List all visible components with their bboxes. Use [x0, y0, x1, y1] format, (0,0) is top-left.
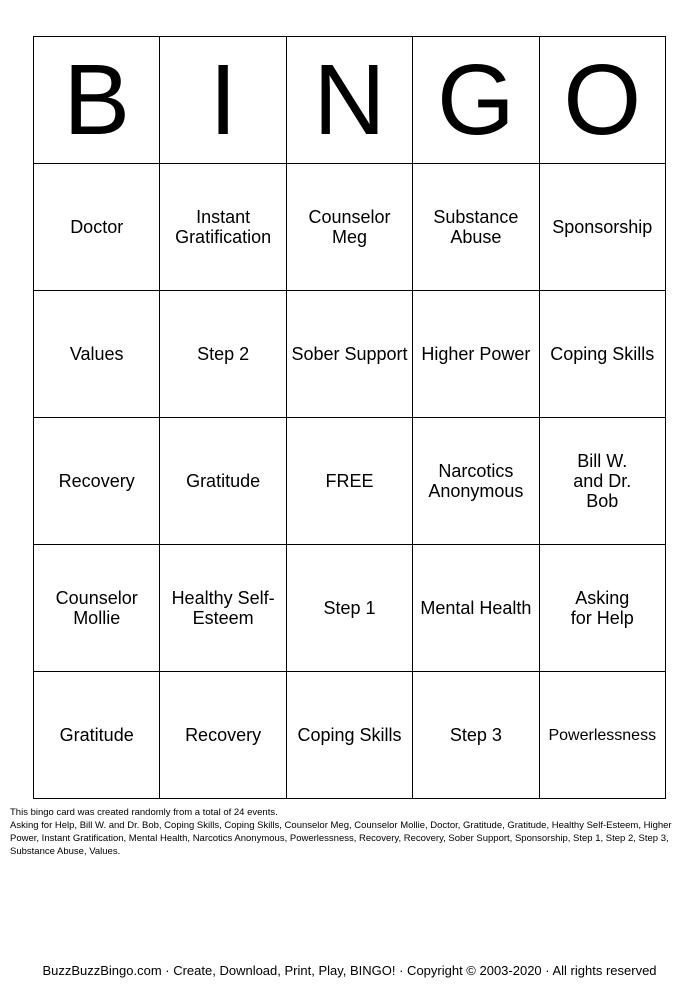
bingo-cell [34, 418, 160, 545]
bingo-cell [286, 672, 412, 799]
bingo-row-3 [34, 418, 666, 545]
bingo-cell [413, 545, 539, 672]
cell-label: Substance Abuse [433, 207, 519, 247]
cell-label: FREE [325, 471, 374, 491]
bingo-row-5 [34, 672, 666, 799]
cell-label: Sponsorship [552, 217, 653, 237]
bingo-cell [34, 291, 160, 418]
bingo-cell [286, 291, 412, 418]
cell-label: Step 2 [197, 344, 250, 364]
bingo-row-4 [34, 545, 666, 672]
cell-label: Gratitude [59, 725, 134, 745]
bingo-cell [160, 164, 286, 291]
bingo-row-1 [34, 164, 666, 291]
cell-label: Values [69, 344, 124, 364]
card-info [10, 806, 690, 858]
header-letter-i: I [160, 37, 286, 164]
bingo-cell [286, 545, 412, 672]
cell-label: Counselor Mollie [55, 588, 138, 628]
cell-label: Mental Health [420, 598, 532, 618]
page-footer: BuzzBuzzBingo.com · Create, Download, Print, Play, BINGO! · Copyright © 2003-2020 · All rights reserved [42, 963, 657, 978]
card-info-event-list: Asking for Help, Bill W. and Dr. Bob, Coping Skills, Coping Skills, Counselor Meg, Counselor Mollie, Doctor, Gratitude, Gratitude, Healthy Self-Esteem, Higher Power, Instant Gratification, Mental Health, Narcotics Anonymous, Powerlessness, Recovery, Recovery, Sober Support, Sponsorship, Step 1, Step 2, Step 3, Substance Abuse, Values. [10, 820, 672, 857]
bingo-cell [286, 164, 412, 291]
cell-label: Bill W. and Dr. Bob [573, 451, 632, 511]
cell-label: Counselor Meg [308, 207, 391, 247]
cell-label: Narcotics Anonymous [428, 461, 524, 501]
free-space-cell [286, 418, 412, 545]
bingo-cell [539, 672, 665, 799]
bingo-cell [160, 672, 286, 799]
cell-label: Coping Skills [550, 344, 655, 364]
bingo-cell [160, 291, 286, 418]
cell-label: Instant Gratification [175, 207, 272, 247]
cell-label: Gratitude [186, 471, 261, 491]
bingo-cell [413, 291, 539, 418]
cell-label: Step 3 [449, 725, 502, 745]
cell-label: Powerlessness [548, 726, 657, 744]
cell-label: Coping Skills [297, 725, 402, 745]
bingo-cell [34, 672, 160, 799]
bingo-cell [539, 418, 665, 545]
cell-label: Higher Power [421, 344, 531, 364]
cell-label: Sober Support [291, 344, 408, 364]
bingo-row-2 [34, 291, 666, 418]
bingo-cell [160, 418, 286, 545]
bingo-cell [539, 164, 665, 291]
card-info-summary: This bingo card was created randomly from a total of 24 events. [10, 807, 278, 818]
bingo-cell [413, 672, 539, 799]
bingo-header-row [34, 37, 666, 164]
cell-label: Healthy Self-Esteem [171, 588, 275, 628]
cell-label: Asking for Help [570, 588, 634, 628]
header-letter-g: G [413, 37, 539, 164]
cell-label: Doctor [70, 217, 124, 237]
bingo-cell [34, 545, 160, 672]
cell-label: Recovery [58, 471, 135, 491]
cell-label: Step 1 [323, 598, 376, 618]
bingo-card [33, 36, 666, 799]
bingo-cell [34, 164, 160, 291]
bingo-cell [160, 545, 286, 672]
header-letter-o: O [539, 37, 665, 164]
header-letter-n: N [286, 37, 412, 164]
bingo-cell [413, 418, 539, 545]
bingo-cell [413, 164, 539, 291]
bingo-cell [539, 545, 665, 672]
bingo-cell [539, 291, 665, 418]
header-letter-b: B [34, 37, 160, 164]
cell-label: Recovery [185, 725, 262, 745]
